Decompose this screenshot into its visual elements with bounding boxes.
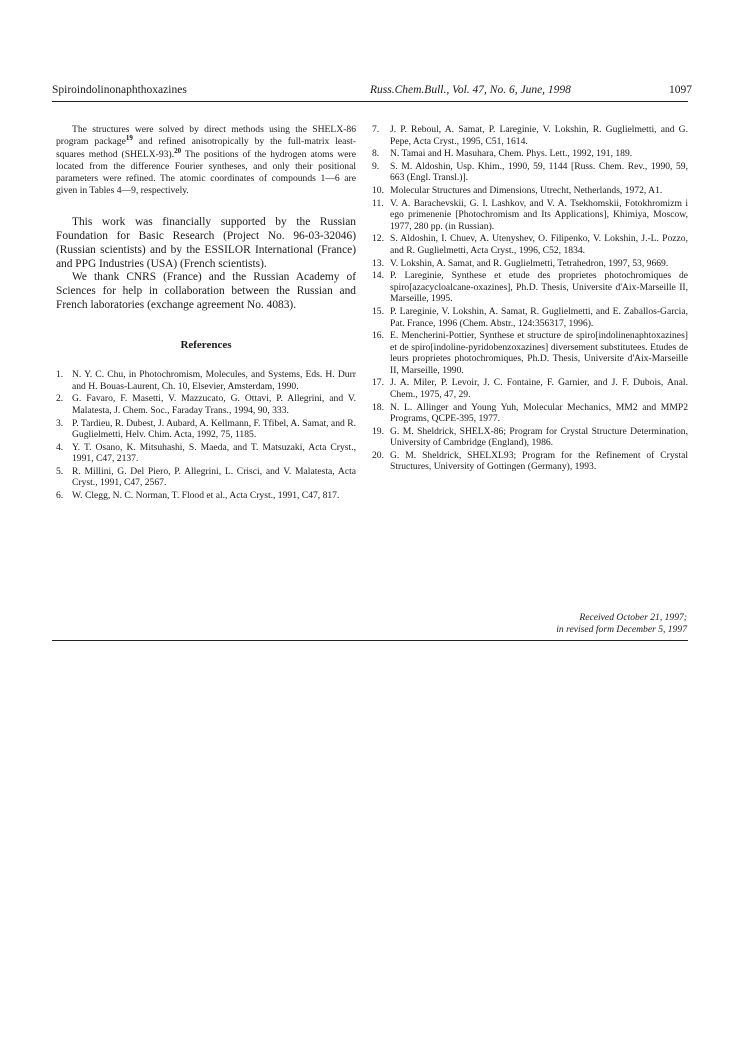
journal-citation: Russ.Chem.Bull., Vol. 47, No. 6, June, 1998	[370, 84, 571, 96]
reference-item	[56, 369, 356, 392]
methods-text-a: The structures were solved by direct methods using the SHELX-86 program package	[56, 124, 356, 148]
reference-text: J. A. Miler, P. Levoir, J. C. Fontaine, F. Garnier, and J. F. Dubois, Anal. Chem., 1975, 47, 29.	[390, 377, 688, 400]
revised-date: in revised form December 5, 1997	[556, 623, 687, 635]
reference-number: 7.	[372, 124, 380, 135]
reference-text: V. A. Barachevskii, G. I. Lashkov, and V. A. Tsekhomskii, Fotokhromizm i ego primenenie [Photochromism and Its Applications], Khimiya, Moscow, 1977, 280 pp. (in Russian).	[390, 197, 688, 232]
reference-number: 18.	[372, 401, 384, 413]
right-column	[372, 124, 688, 474]
reference-number: 6.	[56, 490, 64, 502]
reference-number: 11.	[372, 197, 384, 209]
reference-text: V. Lokshin, A. Samat, and R. Guglielmetti, Tetrahedron, 1997, 53, 9669.	[390, 257, 669, 269]
reference-item	[372, 198, 688, 233]
footnote-ref-20: 20	[174, 146, 182, 155]
reference-item	[372, 450, 688, 473]
reference-list-left	[56, 369, 356, 501]
reference-number: 12.	[372, 233, 384, 245]
reference-number: 5.	[56, 465, 64, 477]
page-number: 1097	[669, 84, 692, 96]
reference-number: 4.	[56, 441, 64, 453]
reference-list-right	[372, 124, 688, 473]
reference-text: E. Mencherini-Pottier, Synthese et structure de spiro[indolinenaphtoxazines] et de spiro[indoline-pyridobenzoxazines] diversement substitutees. Etudes de leurs proprietes photochromiques, Ph.D. Thesis, Universite d'Aix-Marseille II, Marseille, 1990.	[390, 330, 688, 376]
reference-number: 8.	[372, 148, 380, 160]
footer-rule	[52, 640, 688, 641]
reference-text: G. M. Sheldrick, SHELX-86; Program for Crystal Structure Determination, University of Cambridge (England), 1986.	[390, 425, 688, 449]
reference-text: G. Favaro, F. Masetti, V. Mazzucato, G. Ottavi, P. Allegrini, and V. Malatesta, J. Chem. Soc., Faraday Trans., 1994, 90, 333.	[72, 393, 356, 416]
reference-item	[372, 124, 688, 147]
methods-text-c: The positions of the hydrogen atoms were located from the difference Fourier syntheses, and only their positional parameters were refined. The atomic coordinates of compounds 1—6 are given in Tables 4—9, respectively.	[56, 148, 356, 197]
reference-item	[372, 330, 688, 376]
received-date: Received October 21, 1997;	[579, 612, 687, 623]
reference-number: 19.	[372, 425, 384, 437]
acknowledgment-paragraph: We thank CNRS (France) and the Russian Academy of Sciences for help in collaboration between the Russian and French laboratories (exchange agreement No. 4083).	[56, 271, 356, 312]
reference-text: N. Tamai and H. Masuhara, Chem. Phys. Lett., 1992, 191, 189.	[390, 148, 633, 160]
reference-text: G. M. Sheldrick, SHELXL93; Program for the Refinement of Crystal Structures, University of Gottingen (Germany), 1993.	[390, 449, 688, 473]
reference-item	[372, 270, 688, 305]
funding-paragraph: This work was financially supported by the Russian Foundation for Basic Research (Project No. 96-03-32046) (Russian scientists) and by the ESSILOR International (France) and PPG Industries (USA) (French scientists).	[56, 215, 356, 270]
references-heading: References	[180, 339, 232, 352]
reference-item	[372, 306, 688, 329]
reference-number: 17.	[372, 377, 384, 389]
reference-number: 15.	[372, 306, 384, 317]
reference-text: J. P. Reboul, A. Samat, P. Lareginie, V. Lokshin, R. Guglielmetti, and G. Pepe, Acta Cryst., 1995, C51, 1614.	[390, 124, 688, 147]
reference-item	[372, 402, 688, 425]
received-dates	[556, 612, 687, 636]
reference-text: Y. T. Osano, K. Mitsuhashi, S. Maeda, and T. Matsuzaki, Acta Cryst., 1991, C47, 2137.	[72, 441, 356, 465]
reference-item	[372, 161, 688, 184]
reference-number: 14.	[372, 270, 384, 282]
reference-text: S. Aldoshin, I. Chuev, A. Utenyshev, O. Filipenko, V. Lokshin, J.-L. Pozzo, and R. Guglielmetti, Acta Cryst., 1996, C52, 1834.	[390, 233, 688, 256]
reference-number: 1.	[56, 369, 64, 381]
reference-item	[372, 426, 688, 449]
reference-item	[56, 466, 356, 489]
running-title: Spiroindolinonaphthoxazines	[52, 84, 187, 96]
reference-text: N. Y. C. Chu, in Photochromism, Molecules, and Systems, Eds. H. Durr and H. Bouas-Laurent, Ch. 10, Elsevier, Amsterdam, 1990.	[72, 369, 356, 392]
reference-text: W. Clegg, N. C. Norman, T. Flood et al., Acta Cryst., 1991, C47, 817.	[72, 490, 340, 502]
reference-item	[372, 233, 688, 256]
reference-number: 13.	[372, 257, 384, 269]
reference-item	[56, 393, 356, 416]
reference-number: 20.	[372, 449, 384, 461]
running-header	[52, 84, 692, 100]
reference-number: 2.	[56, 393, 64, 405]
reference-item	[372, 377, 688, 400]
reference-text: R. Millini, G. Del Piero, P. Allegrini, L. Crisci, and V. Malatesta, Acta Cryst., 1991, C47, 2567.	[72, 465, 356, 489]
reference-number: 9.	[372, 160, 380, 172]
reference-item	[372, 185, 688, 197]
reference-text: S. M. Aldoshin, Usp. Khim., 1990, 59, 1144 [Russ. Chem. Rev., 1990, 59, 663 (Engl. Transl.)].	[390, 160, 688, 184]
reference-item	[56, 490, 356, 502]
reference-item	[372, 258, 688, 270]
methods-paragraph	[56, 124, 356, 198]
methods-text-b: and refined anisotropically by the full-matrix least-squares method (SHELX-93).	[56, 136, 356, 160]
reference-text: P. Tardieu, R. Dubest, J. Aubard, A. Kellmann, F. Tfibel, A. Samat, and R. Guglielmetti, Helv. Chim. Acta, 1992, 75, 1185.	[72, 417, 356, 440]
left-column	[56, 124, 356, 503]
header-rule	[52, 101, 688, 102]
footnote-ref-19: 19	[125, 134, 133, 143]
reference-item	[372, 148, 688, 160]
reference-number: 16.	[372, 330, 384, 342]
reference-text: Molecular Structures and Dimensions, Utrecht, Netherlands, 1972, A1.	[390, 185, 663, 197]
reference-item	[56, 442, 356, 465]
reference-text: P. Lareginie, V. Lokshin, A. Samat, R. Guglielmetti, and E. Zaballos-Garcia, Pat. France, 1996 (Chem. Abstr., 124:356317, 1996).	[390, 306, 688, 329]
reference-number: 3.	[56, 417, 64, 429]
reference-text: P. Lareginie, Synthese et etude des proprietes photochromiques de spiro[azacycloalcane-oxazines], Ph.D. Thesis, Universite d'Aix-Marseille II, Marseille, 1995.	[390, 270, 688, 305]
reference-number: 10.	[372, 185, 384, 197]
reference-item	[56, 418, 356, 441]
reference-text: N. L. Allinger and Young Yuh, Molecular Mechanics, MM2 and MMP2 Programs, QCPE-395, 1977.	[390, 401, 688, 425]
